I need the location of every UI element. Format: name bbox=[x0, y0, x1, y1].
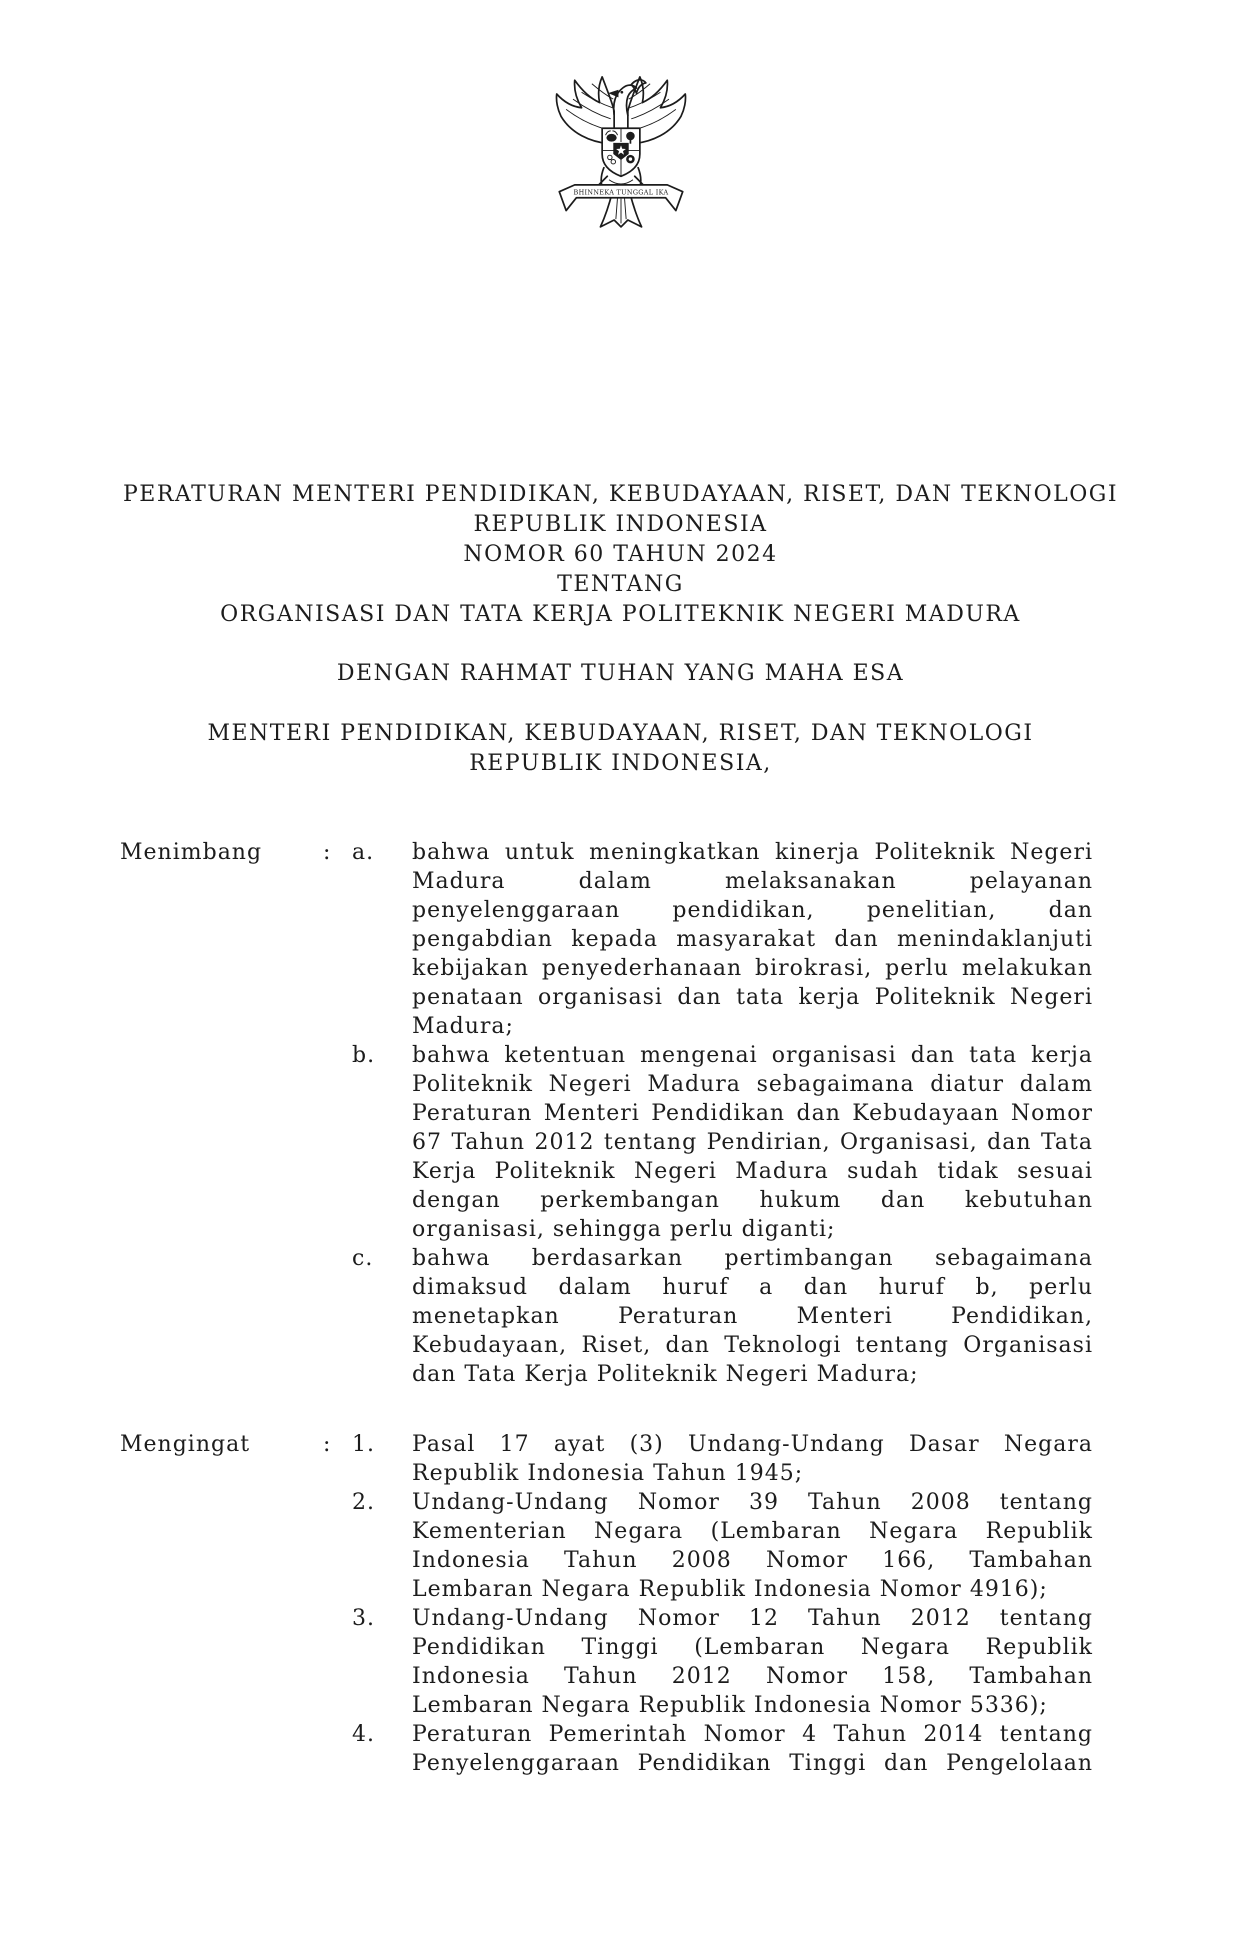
item-text bbox=[412, 1488, 1093, 1604]
text-line: Indonesia Tahun 2012 Nomor 158, Tambahan bbox=[412, 1664, 1093, 1689]
text-line: menetapkan Peraturan Menteri Pendidikan, bbox=[412, 1304, 1093, 1329]
text-line: kebijakan penyederhanaan birokrasi, perlu melakukan bbox=[412, 956, 1093, 981]
preamble-sections bbox=[120, 838, 1093, 1778]
item-text bbox=[412, 1604, 1093, 1720]
item-text bbox=[412, 838, 1093, 1041]
section-label: Menimbang bbox=[120, 840, 263, 865]
section-label: Mengingat bbox=[120, 1432, 251, 1457]
text-line: dengan perkembangan hukum dan kebutuhan bbox=[412, 1188, 1093, 1213]
item-text bbox=[412, 1041, 1093, 1244]
garuda-pancasila-emblem bbox=[535, 58, 707, 238]
text-line: Madura dalam melaksanakan pelayanan bbox=[412, 869, 1093, 894]
text-line: Peraturan Menteri Pendidikan dan Kebudayaan Nomor bbox=[412, 1101, 1093, 1126]
text-line: Undang-Undang Nomor 39 Tahun 2008 tentang bbox=[412, 1490, 1093, 1515]
text-line: penataan organisasi dan tata kerja Politeknik Negeri bbox=[412, 985, 1093, 1010]
heading-line: NOMOR 60 TAHUN 2024 bbox=[463, 542, 778, 567]
text-line: Lembaran Negara Republik Indonesia Nomor 4916); bbox=[412, 1577, 1048, 1602]
invocation-text: DENGAN RAHMAT TUHAN YANG MAHA ESA bbox=[336, 661, 905, 686]
text-line: bahwa untuk meningkatkan kinerja Politeknik Negeri bbox=[412, 840, 1093, 865]
item-marker: 1. bbox=[352, 1432, 375, 1457]
regulation-title bbox=[120, 480, 1121, 630]
issuing-authority bbox=[120, 719, 1121, 779]
item-text bbox=[412, 1244, 1093, 1389]
section-menimbang bbox=[120, 838, 1093, 1389]
invocation-line bbox=[120, 659, 1121, 689]
heading-line: TENTANG bbox=[557, 572, 684, 597]
item-marker: 2. bbox=[352, 1490, 375, 1515]
item-marker: 4. bbox=[352, 1722, 375, 1747]
text-line: penyelenggaraan pendidikan, penelitian, dan bbox=[412, 898, 1093, 923]
heading-line: ORGANISASI DAN TATA KERJA POLITEKNIK NEGERI MADURA bbox=[220, 602, 1021, 627]
section-separator: : bbox=[323, 840, 332, 865]
pancasila-shield bbox=[602, 128, 640, 176]
text-line: Pasal 17 ayat (3) Undang-Undang Dasar Negara bbox=[412, 1432, 1093, 1457]
text-line: Lembaran Negara Republik Indonesia Nomor 5336); bbox=[412, 1693, 1048, 1718]
item-text bbox=[412, 1430, 1093, 1488]
text-line: bahwa berdasarkan pertimbangan sebagaimana bbox=[412, 1246, 1093, 1271]
heading-line: PERATURAN MENTERI PENDIDIKAN, KEBUDAYAAN, RISET, DAN TEKNOLOGI bbox=[122, 482, 1119, 507]
text-line: Pendidikan Tinggi (Lembaran Negara Republik bbox=[412, 1635, 1093, 1660]
text-line: Politeknik Negeri Madura sebagaimana diatur dalam bbox=[412, 1072, 1093, 1097]
text-line: 67 Tahun 2012 tentang Pendirian, Organisasi, dan Tata bbox=[412, 1130, 1093, 1155]
text-line: Penyelenggaraan Pendidikan Tinggi dan Pengelolaan bbox=[412, 1751, 1093, 1776]
text-line: Madura; bbox=[412, 1014, 514, 1039]
text-line: Undang-Undang Nomor 12 Tahun 2012 tentang bbox=[412, 1606, 1093, 1631]
text-line: Republik Indonesia Tahun 1945; bbox=[412, 1461, 804, 1486]
text-line: Kebudayaan, Riset, dan Teknologi tentang Organisasi bbox=[412, 1333, 1093, 1358]
text-line: organisasi, sehingga perlu diganti; bbox=[412, 1217, 836, 1242]
text-line: Peraturan Pemerintah Nomor 4 Tahun 2014 tentang bbox=[412, 1722, 1093, 1747]
heading-line: REPUBLIK INDONESIA, bbox=[469, 751, 772, 776]
text-line: pengabdian kepada masyarakat dan menindaklanjuti bbox=[412, 927, 1093, 952]
heading-line: REPUBLIK INDONESIA bbox=[473, 512, 768, 537]
section-items bbox=[352, 838, 1093, 1389]
text-line: Kerja Politeknik Negeri Madura sudah tidak sesuai bbox=[412, 1159, 1093, 1184]
text-line: dimaksud dalam huruf a dan huruf b, perlu bbox=[412, 1275, 1093, 1300]
text-line: Indonesia Tahun 2008 Nomor 166, Tambahan bbox=[412, 1548, 1093, 1573]
item-marker: c. bbox=[352, 1246, 374, 1271]
garuda-head bbox=[608, 80, 646, 116]
item-marker: 3. bbox=[352, 1606, 375, 1631]
heading-line: MENTERI PENDIDIKAN, KEBUDAYAAN, RISET, DAN TEKNOLOGI bbox=[207, 721, 1034, 746]
item-marker: a. bbox=[352, 840, 375, 865]
text-line: dan Tata Kerja Politeknik Negeri Madura; bbox=[412, 1362, 919, 1387]
item-text bbox=[412, 1720, 1093, 1778]
item-marker: b. bbox=[352, 1043, 376, 1068]
section-items bbox=[352, 1430, 1093, 1778]
motto-text: BHINNEKA TUNGGAL IKA bbox=[573, 188, 668, 197]
section-mengingat bbox=[120, 1430, 1093, 1778]
section-separator: : bbox=[323, 1432, 332, 1457]
text-line: Kementerian Negara (Lembaran Negara Republik bbox=[412, 1519, 1093, 1544]
text-line: bahwa ketentuan mengenai organisasi dan tata kerja bbox=[412, 1043, 1093, 1068]
garuda-emblem-graphic bbox=[535, 58, 707, 238]
